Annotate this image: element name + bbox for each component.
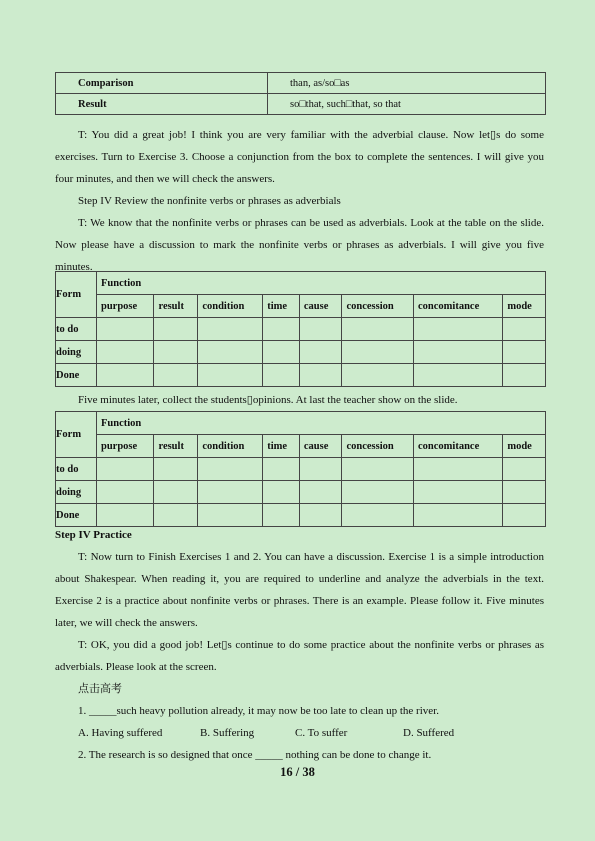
column-header: purpose <box>97 295 154 318</box>
column-header: result <box>154 435 198 458</box>
table-row <box>56 73 546 94</box>
table-row <box>56 481 546 504</box>
page-number: 16 / 38 <box>280 765 315 779</box>
column-header: mode <box>503 295 546 318</box>
column-header: condition <box>198 435 263 458</box>
table-row <box>56 272 546 295</box>
form-header: Form <box>56 412 97 458</box>
option-b: B. Suffering <box>200 727 255 739</box>
row-header: doing <box>56 341 97 364</box>
column-header: cause <box>299 435 342 458</box>
table-cell: Result <box>56 94 268 115</box>
column-header: concession <box>342 435 414 458</box>
paragraph: Five minutes later, collect the students▯opinions. At last the teacher show on the slide. <box>78 394 458 406</box>
table-cell: so□that, such□that, so that <box>268 94 546 115</box>
row-header: to do <box>56 318 97 341</box>
form-header: Form <box>56 272 97 318</box>
row-header: to do <box>56 458 97 481</box>
column-header: concomitance <box>414 295 503 318</box>
table-row <box>56 364 546 387</box>
conjunction-table <box>55 72 546 115</box>
table-row <box>56 318 546 341</box>
paragraph: T: Now turn to Finish Exercises 1 and 2. You can have a discussion. Exercise 1 is a simple introduction about Shakespear. When reading it, you are required to underline and analyze the adverbials in the text. Exercise 2 is a practice about nonfinite verbs or phrases. There is an example. Please follow it. Five minutes later, we will check the answers. <box>55 551 544 629</box>
table-cell: than, as/so□as <box>268 73 546 94</box>
column-header: cause <box>299 295 342 318</box>
column-header: mode <box>503 435 546 458</box>
table-row <box>56 295 546 318</box>
option-a: A. Having suffered <box>78 727 163 739</box>
column-header: time <box>263 295 300 318</box>
option-c: C. To suffer <box>295 727 348 739</box>
section-label: 点击高考 <box>78 683 122 695</box>
row-header: Done <box>56 504 97 527</box>
paragraph: T: OK, you did a good job! Let▯s continue to do some practice about the nonfinite verbs or phrases as adverbials. Please look at the screen. <box>55 639 544 673</box>
column-header: purpose <box>97 435 154 458</box>
table-row <box>56 94 546 115</box>
function-header: Function <box>97 272 546 295</box>
row-header: doing <box>56 481 97 504</box>
function-table-1 <box>55 271 546 387</box>
paragraph: T: You did a great job! I think you are very familiar with the adverbial clause. Now let▯s do some exercises. Turn to Exercise 3. Choose a conjunction from the box to complete the sentences. I will give you four minutes, and then we will check the answers. <box>55 129 544 185</box>
question-1-options <box>78 722 544 744</box>
table-row <box>56 412 546 435</box>
function-table-2 <box>55 411 546 527</box>
column-header: result <box>154 295 198 318</box>
column-header: condition <box>198 295 263 318</box>
option-d: D. Suffered <box>403 727 455 739</box>
column-header: concomitance <box>414 435 503 458</box>
table-row <box>56 341 546 364</box>
table-row <box>56 458 546 481</box>
step-heading: Step IV Practice <box>55 529 132 541</box>
paragraph: T: We know that the nonfinite verbs or phrases can be used as adverbials. Look at the table on the slide. Now please have a discussion to mark the nonfinite verbs or phrases as adverbials. I will give you five minutes. <box>55 217 544 273</box>
function-header: Function <box>97 412 546 435</box>
row-header: Done <box>56 364 97 387</box>
column-header: time <box>263 435 300 458</box>
question-2: 2. The research is so designed that once _____ nothing can be done to change it. <box>78 749 432 761</box>
table-row <box>56 435 546 458</box>
table-cell: Comparison <box>56 73 268 94</box>
question-1: 1. _____such heavy pollution already, it may now be too late to clean up the river. <box>78 705 439 717</box>
step-heading: Step IV Review the nonfinite verbs or phrases as adverbials <box>78 195 341 207</box>
column-header: concession <box>342 295 414 318</box>
